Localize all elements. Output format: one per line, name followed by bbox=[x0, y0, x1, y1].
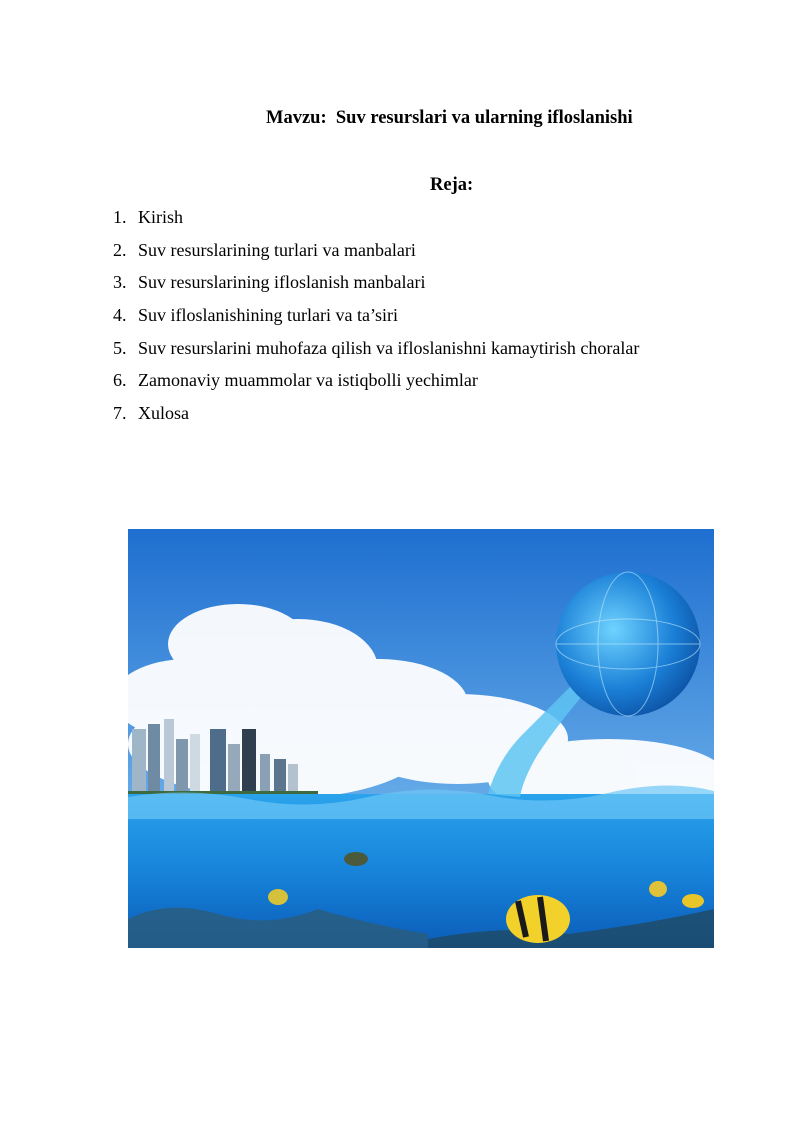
document-title: Mavzu: Suv resurslari va ularning ifloslanishi bbox=[266, 108, 633, 128]
plan-item-text: Suv resurslarining ifloslanish manbalari bbox=[138, 272, 426, 293]
plan-item-text: Kirish bbox=[138, 207, 183, 227]
plan-item-text: Suv resurslarini muhofaza qilish va ifloslanishni kamaytirish choralar bbox=[138, 337, 640, 358]
plan-item bbox=[113, 402, 639, 435]
plan-item-number: 3. bbox=[113, 272, 127, 293]
plan-item bbox=[113, 271, 639, 304]
plan-item-number: 6. bbox=[113, 370, 127, 391]
plan-item bbox=[113, 369, 639, 402]
plan-item-number: 1. bbox=[113, 207, 127, 227]
plan-item-number: 7. bbox=[113, 403, 127, 424]
plan-item bbox=[113, 239, 639, 272]
plan-item-text: Suv ifloslanishining turlari va ta’siri bbox=[138, 305, 398, 326]
plan-item-number: 5. bbox=[113, 337, 127, 358]
plan-item-text: Zamonaviy muammolar va istiqbolli yechimlar bbox=[138, 370, 478, 391]
plan-item-number: 2. bbox=[113, 239, 127, 260]
plan-item-number: 4. bbox=[113, 305, 127, 326]
plan-item bbox=[113, 304, 639, 337]
plan-item-text: Suv resurslarining turlari va manbalari bbox=[138, 239, 416, 260]
plan-item bbox=[113, 206, 639, 239]
plan-list bbox=[113, 206, 639, 435]
plan-item bbox=[113, 337, 639, 370]
illustration-graphic bbox=[128, 529, 714, 948]
plan-heading: Reja: bbox=[430, 175, 474, 195]
plan-item-text: Xulosa bbox=[138, 403, 189, 424]
ocean-globe-city-illustration bbox=[128, 529, 714, 948]
